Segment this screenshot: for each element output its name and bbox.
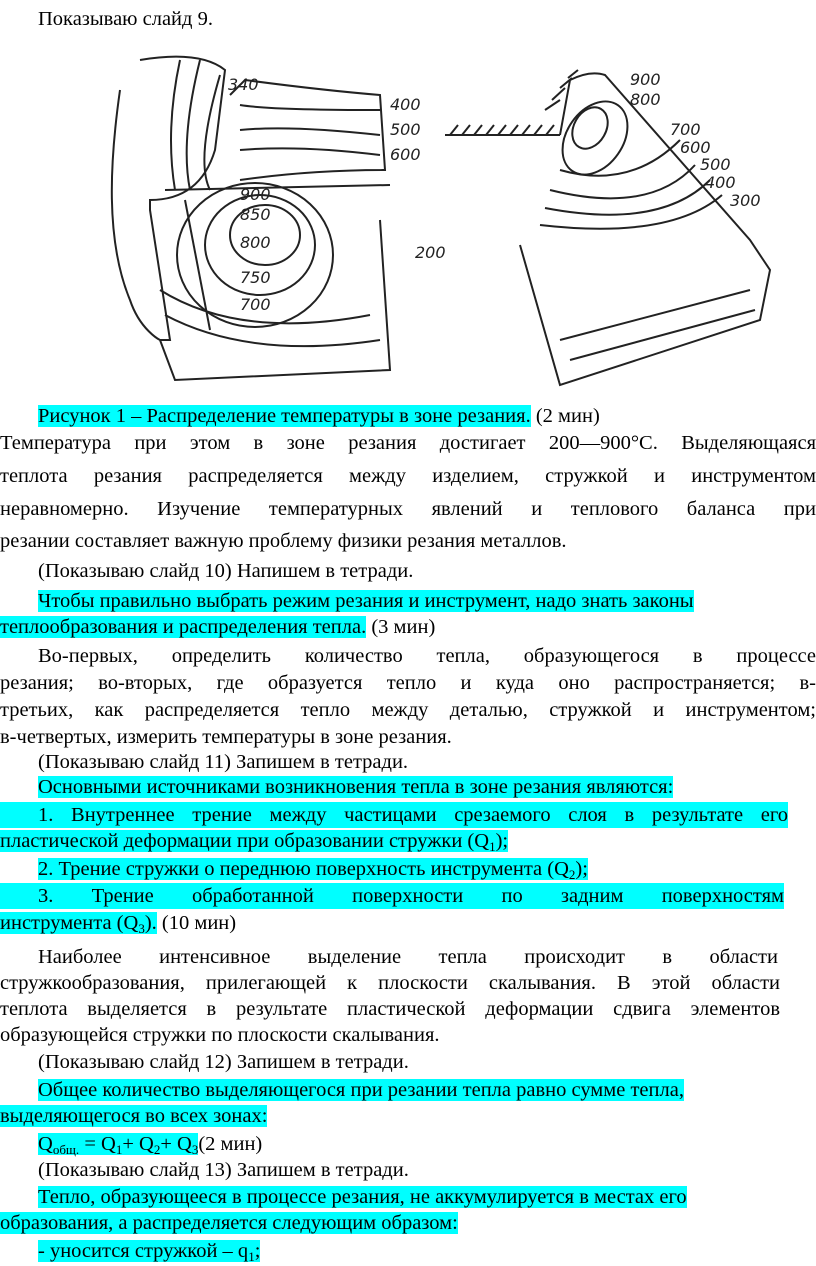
- fig-label: 500: [700, 155, 731, 174]
- paragraph-line: Чтобы правильно выбрать режим резания и инструмент, надо знать законы: [38, 590, 694, 612]
- temperature-figure: [90, 40, 780, 390]
- paragraph-line: образующейся стружки по плоскости скалывания.: [0, 1024, 440, 1046]
- paragraph-line: Общее количество выделяющегося при резании тепла равно сумме тепла,: [38, 1079, 684, 1101]
- list-item: 2. Трение стружки о переднюю поверхность инструмента $(Q_2)$;: [38, 858, 588, 882]
- slide-note: (Показываю слайд 10) Напишем в тетради.: [38, 560, 414, 582]
- fig-label: 900: [630, 70, 661, 89]
- fig-label: 800: [240, 233, 271, 252]
- fig-label: 750: [240, 268, 271, 287]
- tool-outline-right: [520, 73, 770, 385]
- paragraph-line: теплота выделяется в результате пластической деформации сдвига элементов: [0, 998, 780, 1020]
- fig-label: 200: [415, 243, 446, 262]
- paragraph-line: теплообразования и распределения тепла. (3 мин): [0, 616, 436, 638]
- fig-label: 600: [680, 138, 711, 157]
- paragraph-line: в-четвертых, измерить температуры в зоне резания.: [0, 726, 452, 748]
- list-item: 3. Трение обработанной поверхности по задним поверхностям: [0, 883, 784, 909]
- fig-label: 600: [390, 145, 421, 164]
- paragraph-line: выделяющегося во всех зонах:: [0, 1105, 268, 1127]
- paragraph-line: третьих, как распределяется тепло между деталью, стружкой и инструментом;: [0, 699, 816, 721]
- fig-label: 700: [240, 295, 271, 314]
- fig-label: 340: [228, 75, 259, 94]
- slide-note: (Показываю слайд 11) Запишем в тетради.: [38, 751, 409, 773]
- paragraph-line: стружкообразования, прилегающей к плоскости скалывания. В этой области: [0, 972, 780, 994]
- fig-label: 300: [730, 191, 761, 210]
- list-item: пластической деформации при образовании стружки $(Q_1)$;: [0, 830, 509, 854]
- paragraph-line: резания; во-вторых, где образуется тепло и куда оно распространяется; в-: [0, 672, 816, 694]
- list-item: - уносится стружкой – $q_1$;: [38, 1240, 261, 1264]
- paragraph-line: Основными источниками возникновения тепла в зоне резания являются:: [38, 776, 674, 798]
- slide-note: (Показываю слайд 12) Запишем в тетради.: [38, 1051, 409, 1073]
- fig-label: 900: [240, 185, 271, 204]
- figure-caption: Рисунок 1 – Распределение температуры в зоне резания. (2 мин): [38, 405, 600, 427]
- paragraph-line: резании составляет важную проблему физики резания металлов.: [0, 530, 567, 552]
- paragraph-line: Во-первых, определить количество тепла, образующегося в процессе: [38, 645, 816, 667]
- fig-label: 800: [630, 90, 661, 109]
- fig-label: 850: [240, 205, 271, 224]
- tool-wedge: [140, 57, 225, 340]
- fig-label: 700: [670, 120, 701, 139]
- paragraph-line: образования, а распределяется следующим образом:: [0, 1212, 458, 1234]
- fig-label: 400: [390, 95, 421, 114]
- fig-label: 400: [705, 173, 736, 192]
- list-item: 1. Внутреннее трение между частицами срезаемого слоя в результате его: [0, 802, 788, 828]
- paragraph-line: теплота резания распределяется между изделием, стружкой и инструментом: [0, 465, 816, 487]
- paragraph-line: Тепло, образующееся в процессе резания, не аккумулируется в местах его: [38, 1186, 687, 1208]
- paragraph-line: неравномерно. Изучение температурных явлений и теплового баланса при: [0, 498, 816, 520]
- fig-label: 500: [390, 120, 421, 139]
- slide-note: (Показываю слайд 13) Запишем в тетради.: [38, 1159, 409, 1181]
- paragraph-line: Температура при этом в зоне резания достигает 200—900°С. Выделяющаяся: [0, 432, 816, 454]
- formula: $Q_{общ.} = Q_1+ Q_2+ Q_3(2$ мин): [38, 1133, 263, 1157]
- paragraph-line: Наиболее интенсивное выделение тепла происходит в области: [38, 946, 778, 968]
- tool-hatch: [445, 125, 560, 135]
- list-item: инструмента $(Q_3)$. (10 мин): [0, 912, 237, 936]
- intro-line: Показываю слайд 9.: [38, 8, 213, 30]
